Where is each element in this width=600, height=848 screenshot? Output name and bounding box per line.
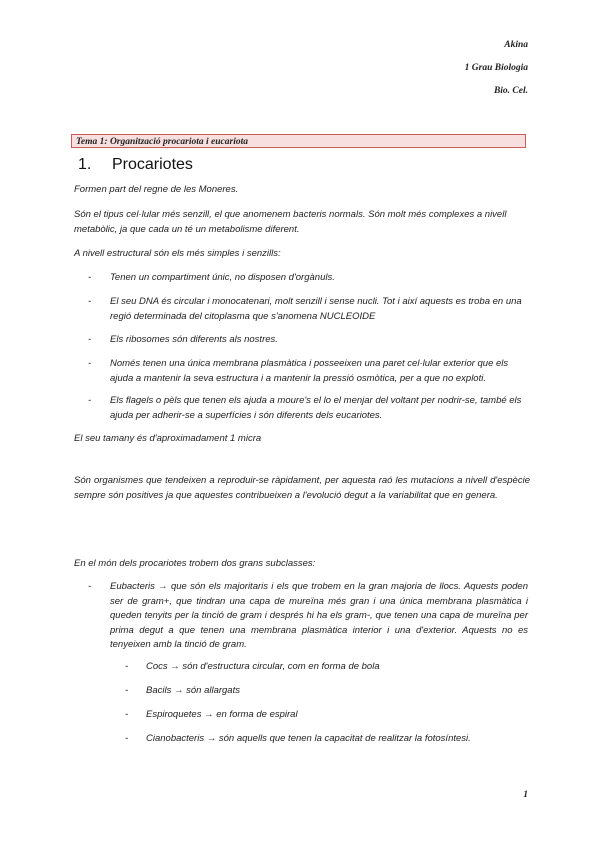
paragraph: En el món dels procariotes trobem dos grans subclasses: — [74, 558, 316, 569]
list-item-text: Només tenen una única membrana plasmàtica i posseeixen una paret cel·lular exterior que els ajuda a mantenir la seva estructura i a mantenir la pressió osmòtica, per a que no exploti. — [110, 358, 509, 384]
paragraph: El seu tamany és d'aproximadament 1 micra — [74, 433, 262, 444]
bullet-dash: - — [88, 296, 92, 307]
page-number: 1 — [523, 790, 528, 800]
list-item — [88, 271, 528, 286]
bullet-dash: - — [88, 334, 92, 345]
paragraph: A nivell estructural són els més simples i senzills: — [74, 248, 281, 259]
sub-list-item — [125, 684, 525, 698]
paragraph: Són el tipus cel·lular més senzill, el que anomenem bacteris normals. Són molt més complexes a nivell metabòlic, ja que cada un té un metabolisme diferent. — [74, 209, 507, 235]
paragraph: Formen part del regne de les Moneres. — [74, 184, 239, 195]
section-heading — [78, 156, 193, 174]
list-item — [88, 357, 528, 386]
section-title: Procariotes — [112, 156, 193, 173]
list-item-text: Els flagels o pèls que tenen els ajuda a moure's el lo el menjar del voltant per nodrir-se, també els ajuda per adherir-se a superfícies i són diferents dels eucariotes. — [110, 395, 522, 421]
sub-list-item — [125, 660, 525, 674]
bullet-dash: - — [125, 685, 129, 696]
paragraph: Són organismes que tendeixen a reproduir-se ràpidament, per aquesta raó les mutacions a nivell d'espècie sempre són positives ja que aquestes contribueixen a l'evolució degut a la variabilitat que en genera. — [74, 475, 530, 501]
sub-list-item — [125, 708, 525, 722]
list-item-text: Tenen un compartiment únic, no disposen d'orgànuls. — [110, 272, 335, 283]
list-item — [88, 295, 528, 324]
bullet-dash: - — [88, 358, 92, 369]
sub-list-item — [125, 732, 525, 746]
header-author: Akina — [504, 40, 528, 50]
bullet-dash: - — [125, 661, 129, 672]
bullet-dash: - — [125, 709, 129, 720]
list-item-text: El seu DNA és circular i monocatenari, molt senzill i sense nucli. Tot i així aquests es troba en una regió determinada del citoplasma que s'anomena NUCLEOIDE — [110, 296, 522, 322]
header-subject: Bio. Cel. — [493, 86, 528, 96]
list-item-text: Eubacteris → que són els majoritaris i els que trobem en la gran majoria de llocs. Aquests poden ser de gram+, que tindran una capa de mureïna més gran i una única membrana plasmàtica i queden tenyits per la tinció de gram i després hi ha els gram-, que tenen una capa de mureïna per prima degut a que tenen una membrana plasmàtica interior i una d'exterior. Aquests no es tenyeixen amb la tinció de gram. — [110, 581, 528, 650]
sub-list-item-text: Bacils → són allargats — [146, 685, 240, 696]
list-item — [88, 394, 528, 423]
sub-list-item-text: Cianobacteris → són aquells que tenen la capacitat de realitzar la fotosíntesi. — [146, 733, 471, 744]
topic-title-box: Tema 1: Organització procariota i eucariota — [71, 134, 526, 148]
bullet-dash: - — [125, 733, 129, 744]
bullet-dash: - — [88, 272, 92, 283]
section-number: 1. — [78, 156, 92, 173]
bullet-dash: - — [88, 395, 92, 406]
list-item — [88, 333, 528, 348]
sub-list-item-text: Cocs → són d'estructura circular, com en forma de bola — [146, 661, 380, 672]
list-item-text: Els ribosomes són diferents als nostres. — [110, 334, 278, 345]
sub-list-item-text: Espiroquetes → en forma de espiral — [146, 709, 298, 720]
header-course: 1 Grau Biologia — [464, 63, 528, 73]
bullet-dash: - — [88, 581, 92, 592]
list-item-subclass — [88, 580, 528, 653]
